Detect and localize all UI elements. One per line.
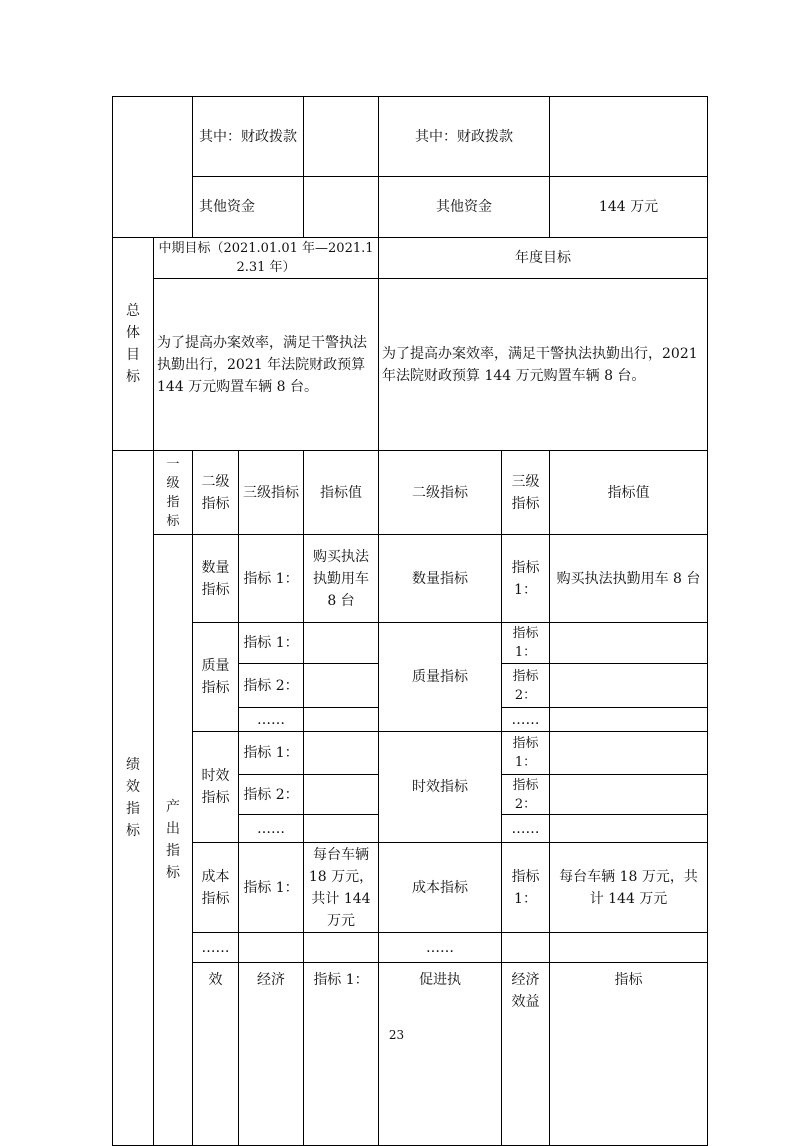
timeliness-indicator-2-right: 指标 2：: [502, 775, 550, 815]
level2-indicator-header-right: 二级指标: [379, 451, 502, 535]
fiscal-label-right: 其中：财政拨款: [379, 97, 550, 177]
level2-indicator-header: 二级指标: [193, 451, 239, 535]
level1-indicator-header: 一级指标: [154, 451, 193, 535]
fiscal-value-right: [550, 97, 708, 177]
page-number: 23: [388, 1028, 405, 1042]
economic-benefit-label: 经济: [239, 963, 304, 1146]
timeliness-indicator-label-right: 时效指标: [379, 732, 502, 843]
cost-indicator-1: 指标 1：: [239, 843, 304, 933]
quality-indicator-label-right: 质量指标: [379, 623, 502, 732]
cost-indicator-label-right: 成本指标: [379, 843, 502, 933]
cost-indicator-1-right: 指标 1：: [502, 843, 550, 933]
mid-term-goal-header: 中期目标（2021.01.01 年—2021.12.31 年）: [154, 238, 379, 279]
economic-indicator-right: 指标: [550, 963, 708, 1146]
timeliness-indicator-1: 指标 1：: [239, 732, 304, 775]
quality-indicator-2-value: [304, 664, 379, 708]
timeliness-indicator-2-value-right: [550, 775, 708, 815]
quality-indicator-more-value: [304, 708, 379, 732]
quality-indicator-label: 质量指标: [193, 623, 239, 732]
economic-indicator-1: 指标 1：: [304, 963, 379, 1146]
timeliness-indicator-1-right: 指标 1：: [502, 732, 550, 775]
indicator-value-header: 指标值: [304, 451, 379, 535]
output-more-right-ind: [502, 933, 550, 963]
quality-indicator-2-right: 指标 2：: [502, 664, 550, 708]
funding-blank-cell: [113, 97, 193, 238]
timeliness-indicator-1-value: [304, 732, 379, 775]
quality-indicator-2: 指标 2：: [239, 664, 304, 708]
quantity-indicator-label: 数量指标: [193, 535, 239, 623]
quality-indicator-1-value-right: [550, 623, 708, 664]
quantity-indicator-value: 购买执法执勤用车 8 台: [304, 535, 379, 623]
other-funds-label-left: 其他资金: [193, 177, 304, 238]
budget-performance-table: [112, 96, 708, 1146]
timeliness-indicator-2-value: [304, 775, 379, 815]
cost-indicator-value-right: 每台车辆 18 万元，共计 144 万元: [550, 843, 708, 933]
output-more-right: ……: [379, 933, 502, 963]
quantity-indicator-1: 指标 1：: [239, 535, 304, 623]
other-funds-value-right: 144 万元: [550, 177, 708, 238]
annual-goal-text: 为了提高办案效率，满足干警执法执勤出行，2021 年法院财政预算 144 万元购置车辆 8 台。: [379, 279, 708, 451]
timeliness-indicator-label: 时效指标: [193, 732, 239, 843]
output-more-left-ind: [239, 933, 304, 963]
quality-indicator-1-right: 指标 1：: [502, 623, 550, 664]
overall-goal-label: 总体目标: [113, 238, 154, 451]
quantity-indicator-value-right: 购买执法执勤用车 8 台: [550, 535, 708, 623]
quality-indicator-more-right: ……: [502, 708, 550, 732]
other-funds-value-left: [304, 177, 379, 238]
output-indicator-label: 产出指标: [154, 535, 193, 1146]
quality-indicator-2-value-right: [550, 664, 708, 708]
timeliness-indicator-more-right: ……: [502, 815, 550, 843]
level3-indicator-header-right: 三级指标: [502, 451, 550, 535]
quality-indicator-more: ……: [239, 708, 304, 732]
output-more-right-value: [550, 933, 708, 963]
indicator-value-header-right: 指标值: [550, 451, 708, 535]
quality-indicator-1: 指标 1：: [239, 623, 304, 664]
timeliness-indicator-more: ……: [239, 815, 304, 843]
annual-goal-header: 年度目标: [379, 238, 708, 279]
mid-term-goal-text: 为了提高办案效率，满足干警执法执勤出行，2021 年法院财政预算 144 万元购置车辆 8 台。: [154, 279, 379, 451]
quantity-indicator-label-right: 数量指标: [379, 535, 502, 623]
timeliness-indicator-1-value-right: [550, 732, 708, 775]
fiscal-value-left: [304, 97, 379, 177]
quality-indicator-more-value-right: [550, 708, 708, 732]
timeliness-indicator-more-value: [304, 815, 379, 843]
quantity-indicator-1-right: 指标 1：: [502, 535, 550, 623]
economic-benefit-label-right: 经济效益: [502, 963, 550, 1146]
fiscal-label-left: 其中：财政拨款: [193, 97, 304, 177]
other-funds-label-right: 其他资金: [379, 177, 550, 238]
cost-indicator-label: 成本指标: [193, 843, 239, 933]
output-more-left: ……: [193, 933, 239, 963]
economic-indicator-value: 促进执: [379, 963, 502, 1146]
output-more-left-value: [304, 933, 379, 963]
timeliness-indicator-2: 指标 2：: [239, 775, 304, 815]
timeliness-indicator-more-value-right: [550, 815, 708, 843]
level3-indicator-header: 三级指标: [239, 451, 304, 535]
quality-indicator-1-value: [304, 623, 379, 664]
cost-indicator-value: 每台车辆 18 万元，共计 144 万元: [304, 843, 379, 933]
performance-indicator-label: 绩效指标: [113, 451, 154, 1146]
benefit-indicator-label: 效: [193, 963, 239, 1146]
